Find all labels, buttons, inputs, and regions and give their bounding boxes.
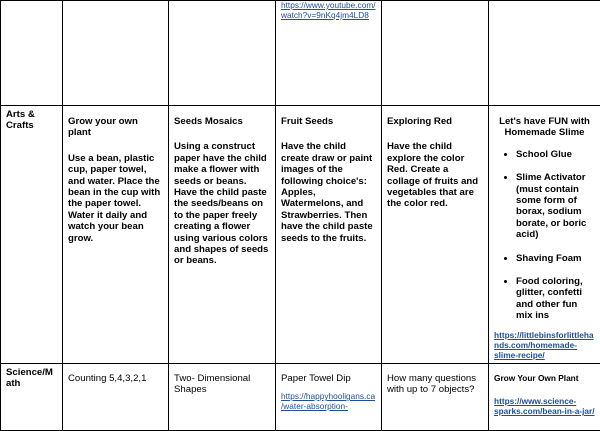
subject-label-science-math: Science/Math [1, 363, 63, 430]
activity-text: Paper Towel Dip [281, 373, 376, 384]
activity-cell-slime [489, 106, 600, 364]
activity-cell-fruit-seeds [276, 106, 382, 364]
table-row-science-math [1, 363, 600, 430]
activity-text: Counting 5,4,3,2,1 [68, 373, 163, 384]
activity-cell-grow-plant [63, 106, 169, 364]
activity-title: Exploring Red [387, 116, 483, 127]
subject-label-arts-crafts: Arts & Crafts [1, 106, 63, 364]
activity-cell-questions [382, 363, 489, 430]
activity-cell [489, 1, 600, 106]
activity-cell [169, 1, 276, 106]
activity-cell [276, 1, 382, 106]
table-row-arts-crafts [1, 106, 600, 364]
activity-title: Let's have FUN with Homemade Slime [494, 116, 595, 139]
list-item: • Shaving Foam [516, 253, 595, 264]
activity-cell-exploring-red [382, 106, 489, 364]
activity-description: Use a bean, plastic cup, paper towel, and water. Place the bean in the cup with the paper towel. Water it daily and watch your bean grow. [68, 153, 163, 244]
bean-in-jar-link[interactable]: https://www.science-sparks.com/bean-in-a-jar/ [494, 396, 595, 416]
activity-text: Two- Dimensional Shapes [174, 373, 270, 396]
activity-cell-grow-plant-science [489, 363, 600, 430]
activity-description: Have the child create draw or paint images of the following choice's: Apples, Watermelons, and Strawberries. Then have the child paste seeds to the fruits. [281, 141, 376, 244]
supply-list [494, 149, 595, 322]
youtube-link[interactable]: https://www.youtube.com/watch?v=9nKq4jm4LD8 [281, 1, 376, 21]
slime-recipe-link[interactable]: https://littlebinsforlittlehands.com/homemade-slime-recipe/ [494, 330, 595, 360]
activity-cell-paper-towel [276, 363, 382, 430]
activity-cell [63, 1, 169, 106]
list-item: • Slime Activator (must contain some form of borax, sodium borate, or boric acid) [516, 172, 595, 240]
activity-cell-seeds-mosaics [169, 106, 276, 364]
activity-text: How many questions with up to 7 objects? [387, 373, 483, 396]
table-row [1, 1, 600, 106]
activity-cell [382, 1, 489, 106]
activity-text: Grow Your Own Plant [494, 373, 595, 384]
water-absorption-link[interactable]: https://happyhooligans.ca/water-absorption- [281, 391, 376, 411]
activity-title: Grow your own plant [68, 116, 163, 139]
subject-cell [1, 1, 63, 106]
activity-title: Seeds Mosaics [174, 116, 270, 127]
activity-cell-shapes [169, 363, 276, 430]
list-item: • School Glue [516, 149, 595, 160]
activity-title: Fruit Seeds [281, 116, 376, 127]
activity-description: Using a construct paper have the child make a flower with seeds or beans. Have the child paste the seeds/beans on to the paper freely creating a flower using various colors and shapes of seeds or beans. [174, 141, 270, 266]
activity-cell-counting [63, 363, 169, 430]
list-item: • Food coloring, glitter, confetti and other fun mix ins [516, 276, 595, 322]
activity-description: Have the child explore the color Red. Create a collage of fruits and vegetables that are the color red. [387, 141, 483, 209]
